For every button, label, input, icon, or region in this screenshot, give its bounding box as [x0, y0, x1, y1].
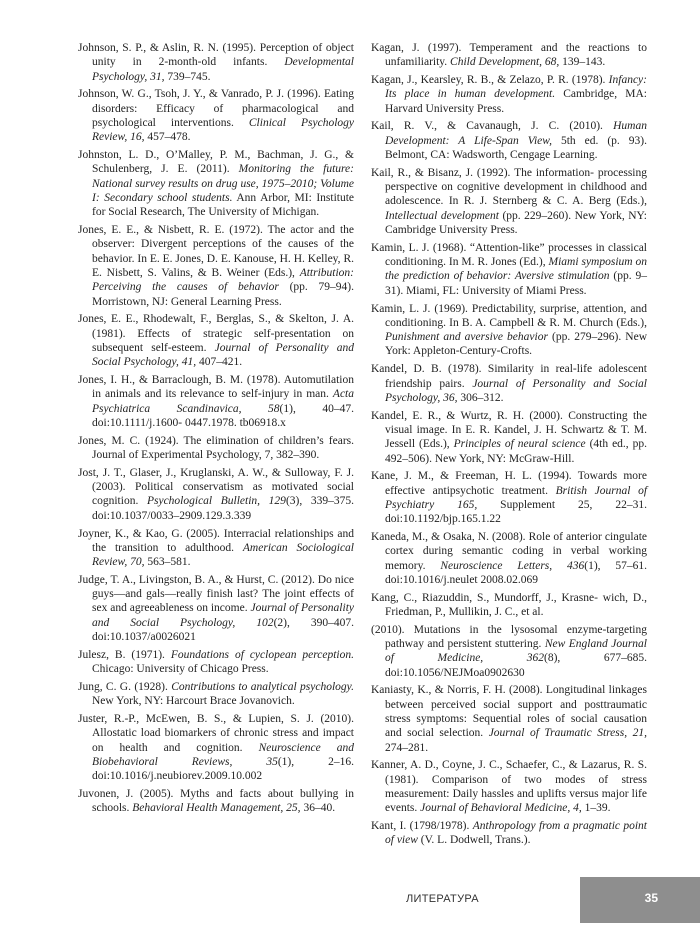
reference-text: Kail, R. V., & Cavanaugh, J. C. (2010).: [371, 120, 614, 133]
reference-text: Julesz, B. (1971).: [78, 648, 171, 661]
reference-title: Human Development: A Life-Span View,: [385, 120, 647, 147]
reference-tail: 739–745.: [164, 70, 211, 83]
reference-entry: [371, 362, 647, 405]
reference-title: Journal of Personality and Social Psychology, 36,: [385, 377, 647, 404]
reference-text: Jones, E. E., & Nisbett, R. E. (1972). The actor and the observer: Divergent perceptions of the causes of the behavior. In E. E. Jones, D. E. Kanouse, H. H. Kelley, R. E. Nisbett, S. Valins, & B. Weiner (Eds.),: [78, 224, 354, 279]
reference-text: Kaniasty, K., & Norris, F. H. (2008). Longitudinal linkages between perceived social support and posttraumatic stress symptoms: Sequential roles of social causation and social selection.: [371, 684, 647, 740]
reference-tail: (V. L. Dodwell, Trans.).: [417, 834, 531, 847]
footer-section-label: ЛИТЕРАТУРА: [406, 893, 479, 905]
reference-title: Neuroscience and Biobehavioral Reviews, 35: [92, 741, 354, 768]
reference-tail: 139–143.: [559, 56, 606, 69]
reference-tail: 306–312.: [457, 391, 504, 404]
reference-title: Developmental Psychology, 31,: [92, 56, 354, 83]
reference-title: Attribution: Perceiving the causes of behavior: [92, 266, 354, 294]
reference-entry: [371, 41, 647, 70]
reference-text: Kagan, J., Kearsley, R. B., & Zelazo, P. R. (1978).: [371, 74, 609, 87]
reference-tail: 36–40.: [300, 802, 336, 815]
reference-tail: Cambridge, MA: Harvard University Press.: [385, 88, 647, 115]
reference-text: Kant, I. (1798/1978).: [371, 820, 473, 833]
reference-entry: [371, 469, 647, 526]
reference-title: Contributions to analytical psychology.: [171, 680, 354, 693]
reference-title: British Journal of Psychiatry 165,: [385, 484, 648, 511]
reference-title: New England Journal of Medicine, 362: [385, 638, 647, 665]
reference-tail: (4th ed., pp. 492–506). New York, NY: McGraw-Hill.: [385, 438, 648, 465]
reference-title: Intellectual development: [385, 209, 499, 222]
reference-tail: New York, NY: Harcourt Brace Jovanovich.: [92, 695, 295, 708]
reference-tail: 5th ed. (p. 93). Belmont, CA: Wadsworth, Cengage Learning.: [385, 134, 647, 162]
reference-text: Johnston, L. D., O’Malley, P. M., Bachman, J. G., & Schulenberg, J. E. (2011).: [78, 149, 354, 176]
page-number: 35: [644, 891, 658, 905]
reference-text: Jost, J. T., Glaser, J., Kruglanski, A. W., & Sulloway, F. J. (2003). Political conservatism as motivated social cognition.: [78, 466, 354, 508]
reference-tail: Ann Arbor, MI: Institute for Social Research, The University of Michigan.: [92, 191, 355, 219]
reference-title: Child Development, 68,: [450, 56, 560, 69]
reference-text: Kandel, D. B. (1978). Similarity in real-life adolescent friendship pairs.: [371, 363, 647, 390]
reference-entry: [78, 223, 354, 309]
reference-text: Juvonen, J. (2005). Myths and facts about bullying in schools.: [78, 788, 354, 815]
reference-title: Acta Psychiatrica Scandinavica, 58: [92, 388, 354, 415]
reference-entry: [78, 148, 354, 219]
reference-text: Kamin, L. J. (1969). Predictability, surprise, attention, and conditioning. In B. A. Campbell & R. M. Church (Eds.),: [371, 302, 647, 329]
reference-title: Journal of Personality and Social Psychology, 102: [92, 602, 354, 629]
reference-title: Miami symposium on the prediction of behavior: Aversive stimulation: [385, 256, 647, 283]
reference-entry: [78, 680, 354, 709]
reference-entry: [78, 712, 354, 783]
reference-entry: [371, 623, 647, 680]
reference-title: Psychological Bulletin, 129: [146, 495, 286, 508]
reference-tail: (1), 40–47. doi:10.1111/j.1600- 0447.1978. tb06918.x: [92, 402, 354, 429]
reference-entry: [371, 119, 647, 162]
reference-title: Punishment and aversive behavior: [385, 331, 548, 344]
reference-text: Judge, T. A., Livingston, B. A., & Hurst, C. (2012). Do nice guys—and gals—really finish last? The joint effects of sex and agreeableness on income.: [78, 573, 354, 615]
reference-entry: [78, 434, 354, 463]
reference-tail: (3), 339–375. doi:10.1037/0033–2909.129.3.339: [92, 495, 354, 522]
right-reference-column: [371, 41, 647, 851]
reference-entry: [78, 373, 354, 430]
left-reference-column: [78, 41, 354, 819]
reference-title: Journal of Personality and Social Psychology, 41,: [92, 341, 354, 369]
reference-title: Clinical Psychology Review, 16,: [92, 116, 354, 144]
reference-text: Kail, R., & Bisanz, J. (1992). The information- processing perspective on cognitive development in childhood and adolescence. In R. J. Sternberg & C. A. Berg (Eds.),: [371, 166, 647, 208]
reference-entry: [371, 409, 647, 466]
reference-entry: [371, 683, 647, 754]
reference-entry: [78, 527, 354, 570]
reference-tail: Supplement 25, 22–31. doi:10.1192/bjp.165.1.22: [385, 498, 647, 526]
reference-title: Principles of neural science: [453, 438, 586, 451]
reference-title: Anthropology from a pragmatic point of view: [385, 820, 648, 847]
reference-title: Infancy: Its place in human development.: [385, 74, 647, 101]
reference-entry: [371, 241, 647, 298]
reference-tail: (pp. 229–260). New York, NY: Cambridge University Press.: [385, 209, 647, 237]
reference-text: Johnson, S. P., & Aslin, R. N. (1995). Perception of object unity in 2-month-old infants.: [78, 42, 354, 69]
reference-text: Jones, E. E., Rhodewalt, F., Berglas, S., & Skelton, J. A. (1981). Effects of strategic self-presentation on subsequent self-esteem.: [78, 313, 354, 354]
reference-entry: [371, 302, 647, 359]
reference-tail: 457–478.: [144, 131, 191, 144]
reference-title: Neuroscience Letters, 436: [440, 559, 585, 572]
reference-tail: (2), 390–407. doi:10.1037/a0026021: [92, 616, 354, 644]
reference-text: Joyner, K., & Kao, G. (2005). Interracial relationships and the transition to adulthood.: [78, 527, 354, 554]
reference-title: American Sociological Review, 70,: [92, 541, 355, 569]
reference-tail: 1–39.: [581, 802, 611, 815]
reference-text: (2010). Mutations in the lysosomal enzyme-targeting pathway and persistent stuttering.: [371, 623, 647, 651]
reference-text: Juster, R.-P., McEwen, B. S., & Lupien, S. J. (2010). Allostatic load biomarkers of chronic stress and impact on health and cognition.: [78, 713, 354, 754]
reference-text: Kaneda, M., & Osaka, N. (2008). Role of anterior cingulate cortex during semantic coding in verbal working memory.: [371, 531, 647, 572]
reference-text: Kandel, E. R., & Wurtz, R. H. (2000). Constructing the visual image. In E. R. Kandel, J. H. Schwartz & T. M. Jessell (Eds.),: [371, 409, 647, 451]
reference-entry: [371, 591, 647, 620]
reference-text: Jones, I. H., & Barraclough, B. M. (1978). Automutilation in animals and its relevance to self-injury in man.: [78, 374, 354, 401]
reference-text: Johnson, W. G., Tsoh, J. Y., & Vanrado, P. J. (1996). Eating disorders: Efficacy of pharmacological and psychological interventions.: [78, 88, 354, 129]
reference-title: Monitoring the future: National survey results on drug use, 1975–2010; Volume I: Secondary school students.: [92, 163, 354, 204]
reference-entry: [78, 41, 354, 84]
reference-tail: 274–281.: [385, 741, 429, 754]
reference-entry: [371, 73, 647, 116]
reference-text: Kang, C., Riazuddin, S., Mundorff, J., Krasne- wich, D., Friedman, P., Mullikin, J. C., et al.: [371, 591, 647, 618]
reference-tail: (pp. 279–296). New York: Appleton-Century-Crofts.: [385, 331, 647, 358]
reference-entry: [78, 648, 354, 677]
reference-title: Foundations of cyclopean perception.: [170, 648, 355, 661]
page-number-box: [580, 877, 700, 923]
reference-text: Kagan, J. (1997). Temperament and the reactions to unfamiliarity.: [371, 42, 647, 69]
reference-entry: [371, 530, 647, 587]
reference-tail: (1), 57–61. doi:10.1016/j.neulet 2008.02.069: [385, 559, 648, 586]
reference-tail: (pp. 9–31). Miami, FL: University of Miami Press.: [385, 270, 647, 297]
reference-text: Kamin, L. J. (1968). “Attention-like” processes in classical conditioning. In M. R. Jones (Ed.),: [371, 241, 647, 269]
reference-text: Kanner, A. D., Coyne, J. C., Schaefer, C., & Lazarus, R. S. (1981). Comparison of two modes of stress measurement: Daily hassles and uplifts versus major life events.: [371, 759, 647, 815]
reference-text: Jones, M. C. (1924). The elimination of children’s fears. Journal of Experimental Psychology, 7, 382–390.: [78, 434, 354, 462]
reference-entry: [78, 466, 354, 523]
reference-entry: [78, 312, 354, 369]
reference-title: Journal of Behavioral Medicine, 4,: [420, 802, 582, 815]
reference-entry: [371, 758, 647, 815]
reference-tail: (8), 677–685. doi:10.1056/NEJMoa0902630: [385, 652, 647, 679]
reference-entry: [371, 166, 647, 237]
reference-tail: 563–581.: [144, 556, 191, 569]
reference-entry: [78, 787, 354, 816]
reference-tail: Chicago: University of Chicago Press.: [92, 663, 269, 676]
reference-tail: 407–421.: [196, 356, 243, 369]
reference-title: Behavioral Health Management, 25,: [132, 802, 301, 815]
reference-title: Journal of Traumatic Stress, 21,: [488, 727, 647, 740]
reference-tail: (1), 2–16. doi:10.1016/j.neubiorev.2009.10.002: [92, 755, 354, 783]
reference-tail: (pp. 79–94). Morristown, NJ: General Learning Press.: [92, 281, 354, 308]
reference-text: Kane, J. M., & Freeman, H. L. (1994). Towards more effective antipsychotic treatment.: [371, 470, 647, 497]
reference-entry: [78, 573, 354, 644]
reference-entry: [371, 819, 647, 848]
reference-text: Jung, C. G. (1928).: [78, 680, 172, 693]
reference-entry: [78, 87, 354, 144]
